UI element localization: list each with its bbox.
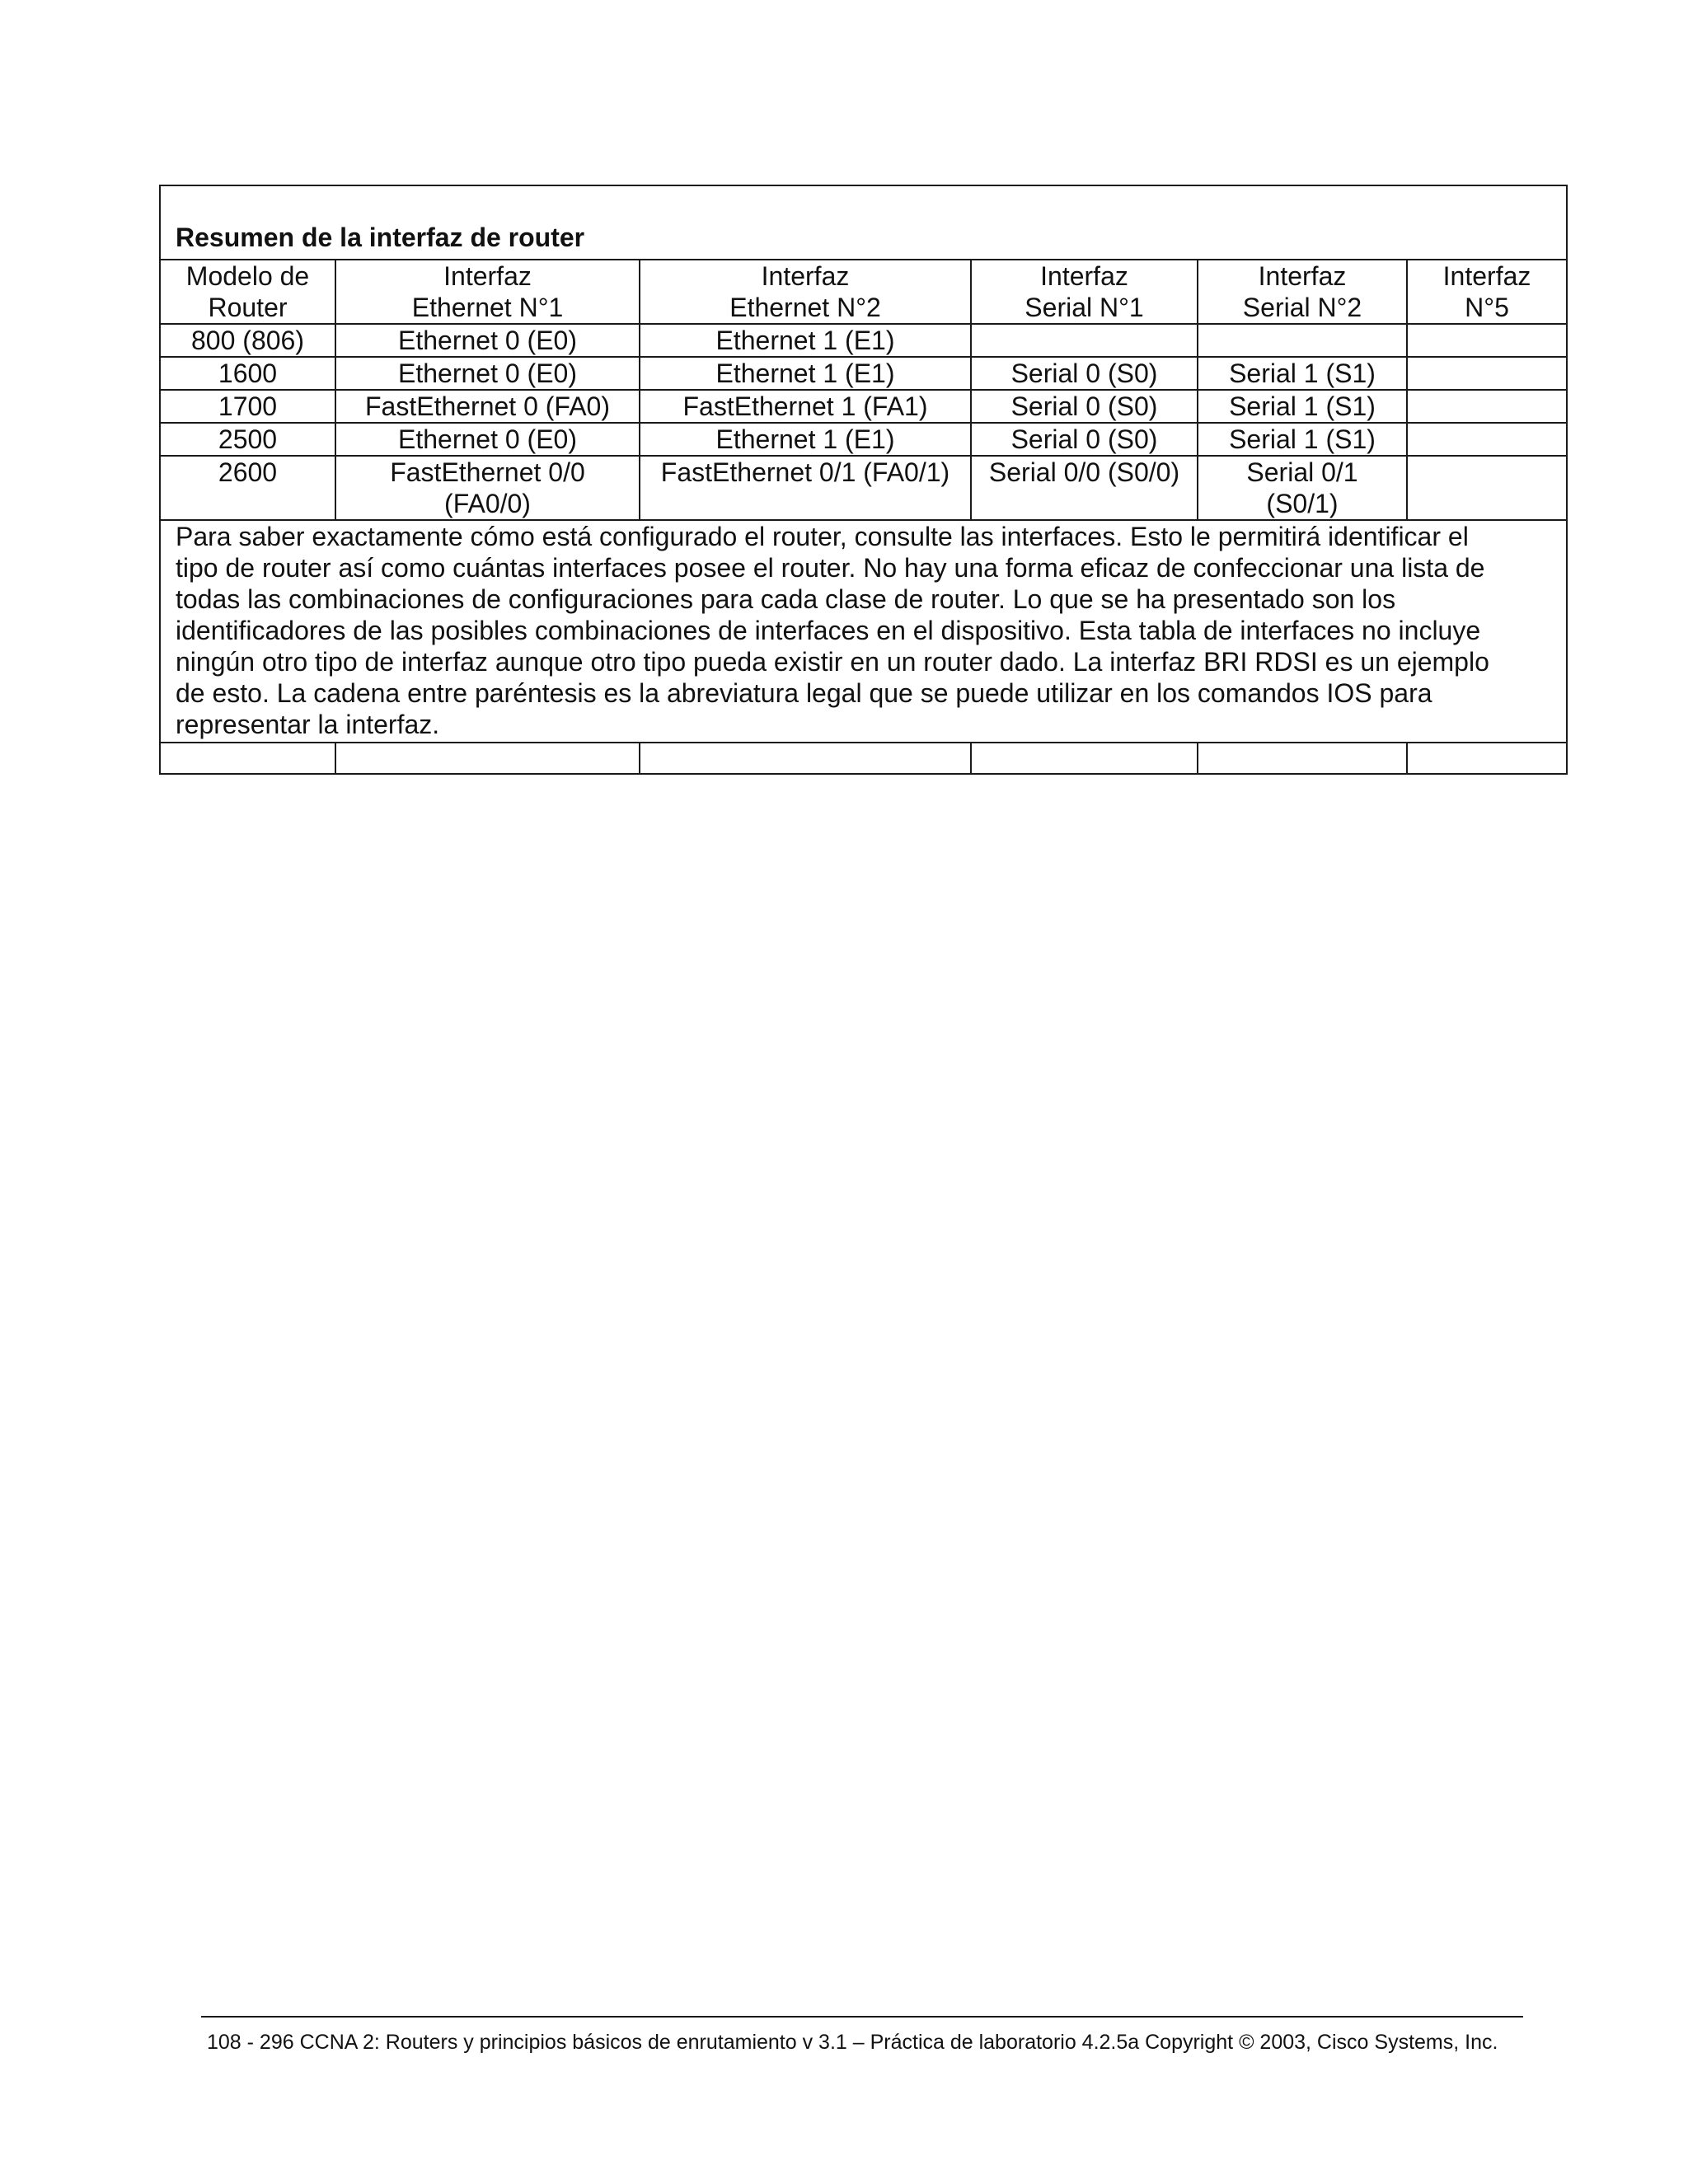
header-line: Interfaz — [1040, 261, 1128, 291]
header-cell — [160, 260, 335, 324]
header-line: Modelo de — [185, 261, 310, 291]
cell-line: Serial 0/1 — [1246, 457, 1358, 487]
header-line: Interfaz — [1442, 261, 1531, 291]
table-cell-eth2: Ethernet 1 (E1) — [640, 357, 971, 390]
header-cell — [971, 260, 1198, 324]
table-cell-ser2: Serial 1 (S1) — [1198, 423, 1407, 456]
table-cell-ser1: Serial 0 (S0) — [971, 390, 1198, 423]
header-line: Router — [208, 293, 288, 322]
table-cell-ser2 — [1198, 324, 1407, 357]
header-line: Ethernet N°1 — [411, 293, 564, 322]
table-cell-eth2: Ethernet 1 (E1) — [640, 324, 971, 357]
header-cell — [1198, 260, 1407, 324]
table-cell-eth1: Ethernet 0 (E0) — [335, 357, 640, 390]
table-cell-eth1: Ethernet 0 (E0) — [335, 324, 640, 357]
page-footer: 108 - 296 CCNA 2: Routers y principios básicos de enrutamiento v 3.1 – Práctica de laboratorio 4.2.5a Copyright © 2003, Cisco Systems, Inc. — [207, 2031, 1498, 2054]
table-cell-model: 1600 — [160, 357, 335, 390]
table-cell-model: 800 (806) — [160, 324, 335, 357]
table-cell-eth1: FastEthernet 0 (FA0) — [335, 390, 640, 423]
note-line: identificadores de las posibles combinaciones de interfaces en el dispositivo. Esta tabla de interfaces no incluye — [176, 616, 1481, 645]
table-cell-ser2: Serial 1 (S1) — [1198, 390, 1407, 423]
header-cell — [1407, 260, 1567, 324]
table-cell-ser1: Serial 0/0 (S0/0) — [971, 456, 1198, 520]
header-row — [160, 260, 1567, 324]
header-line: N°5 — [1465, 293, 1509, 322]
table-cell-eth1: Ethernet 0 (E0) — [335, 423, 640, 456]
empty-cell — [160, 743, 335, 774]
header-line: Ethernet N°2 — [729, 293, 881, 322]
empty-cell — [971, 743, 1198, 774]
empty-cell — [640, 743, 971, 774]
table-cell-model: 2500 — [160, 423, 335, 456]
table-title: Resumen de la interfaz de router — [160, 185, 1567, 260]
note-line: ningún otro tipo de interfaz aunque otro tipo pueda existir en un router dado. La interfaz BRI RDSI es un ejemplo — [176, 647, 1489, 677]
table-row — [160, 357, 1567, 390]
table-cell-eth2: FastEthernet 0/1 (FA0/1) — [640, 456, 971, 520]
note-row — [160, 520, 1567, 743]
cell-line: (S0/1) — [1266, 489, 1339, 518]
table-cell-model: 2600 — [160, 456, 335, 520]
header-line: Interfaz — [443, 261, 532, 291]
table-row — [160, 324, 1567, 357]
header-line: Serial N°2 — [1242, 293, 1362, 322]
table-cell-ser1 — [971, 324, 1198, 357]
cell-line: FastEthernet 0/0 — [390, 457, 585, 487]
header-line: Interfaz — [1258, 261, 1347, 291]
cell-line: (FA0/0) — [444, 489, 531, 518]
table-cell-if5 — [1407, 390, 1567, 423]
table-cell-if5 — [1407, 423, 1567, 456]
title-row — [160, 185, 1567, 260]
table-cell-ser1: Serial 0 (S0) — [971, 423, 1198, 456]
empty-cell — [335, 743, 640, 774]
table-cell-if5 — [1407, 324, 1567, 357]
note-line: Para saber exactamente cómo está configurado el router, consulte las interfaces. Esto le permitirá identificar el — [176, 522, 1469, 551]
note-line: todas las combinaciones de configuraciones para cada clase de router. Lo que se ha presentado son los — [176, 584, 1396, 614]
table-cell-ser2 — [1198, 456, 1407, 520]
table-note — [160, 520, 1567, 743]
table-cell-if5 — [1407, 357, 1567, 390]
router-interface-summary-table — [159, 185, 1568, 775]
table-cell-eth2: FastEthernet 1 (FA1) — [640, 390, 971, 423]
empty-cell — [1198, 743, 1407, 774]
table-cell-eth2: Ethernet 1 (E1) — [640, 423, 971, 456]
table-row — [160, 423, 1567, 456]
table-cell-eth1 — [335, 456, 640, 520]
table-cell-ser1: Serial 0 (S0) — [971, 357, 1198, 390]
header-line: Interfaz — [761, 261, 850, 291]
table-cell-if5 — [1407, 456, 1567, 520]
note-line: de esto. La cadena entre paréntesis es la abreviatura legal que se puede utilizar en los comandos IOS para — [176, 678, 1432, 708]
table-row — [160, 456, 1567, 520]
table-cell-model: 1700 — [160, 390, 335, 423]
empty-row — [160, 743, 1567, 774]
header-cell — [335, 260, 640, 324]
header-cell — [640, 260, 971, 324]
footer-divider — [201, 2016, 1523, 2018]
table-cell-ser2: Serial 1 (S1) — [1198, 357, 1407, 390]
empty-cell — [1407, 743, 1567, 774]
header-line: Serial N°1 — [1025, 293, 1144, 322]
note-line: tipo de router así como cuántas interfaces posee el router. No hay una forma eficaz de confeccionar una lista de — [176, 553, 1485, 583]
note-line: representar la interfaz. — [176, 710, 440, 739]
table-row — [160, 390, 1567, 423]
